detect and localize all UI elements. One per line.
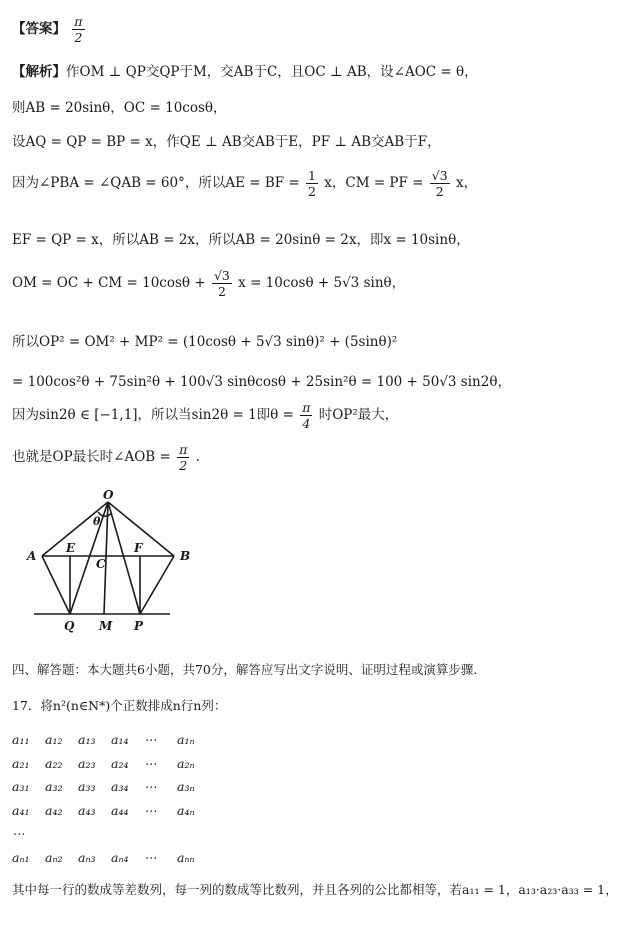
matrix-cell: a₂₄ bbox=[111, 755, 129, 771]
matrix-cell: aₙₙ bbox=[177, 849, 195, 865]
frac-den: 2 bbox=[217, 284, 226, 299]
analysis-line-2: 则AB = 20sinθ，OC = 10cosθ， bbox=[12, 100, 227, 116]
fraction-half bbox=[306, 168, 318, 199]
analysis-text-4b: x，CM = PF = bbox=[324, 175, 424, 191]
analysis-text-4c: x， bbox=[456, 175, 478, 191]
matrix-cell: a₄₁ bbox=[12, 802, 30, 818]
matrix-cell: a₁₂ bbox=[45, 732, 63, 747]
analysis-line-5: EF = QP = x，所以AB = 2x，所以AB = 20sinθ = 2x，即x = 10sinθ， bbox=[12, 232, 470, 248]
matrix-cell: a₂₃ bbox=[78, 755, 96, 771]
problem-intro: 17．将n²(n∈N*)个正数排成n行n列： bbox=[12, 698, 227, 713]
label-P: P bbox=[134, 619, 144, 633]
analysis-line-3: 设AQ = QP = BP = x，作QE ⊥ AB交AB于E，PF ⊥ AB交AB于F， bbox=[12, 134, 441, 150]
matrix-cell: a₃₁ bbox=[12, 779, 30, 794]
analysis-line-9 bbox=[12, 400, 398, 431]
matrix-cell: aₙ₃ bbox=[78, 849, 96, 865]
matrix-cell: ⋯ bbox=[12, 826, 25, 841]
matrix-cell: ⋯ bbox=[144, 732, 157, 747]
segment-AQ bbox=[42, 556, 70, 614]
matrix-cell: a₂₂ bbox=[45, 755, 63, 771]
fraction-pi-half bbox=[177, 442, 189, 473]
section-heading: 四、解答题：本大题共6小题，共70分，解答应写出文字说明、证明过程或演算步骤． bbox=[12, 662, 486, 677]
matrix-cell: a₂₁ bbox=[12, 755, 30, 771]
matrix-cell: a₃₄ bbox=[111, 779, 129, 794]
analysis-text-1: 作OM ⊥ QP交QP于M，交AB于C，且OC ⊥ AB，设∠AOC = θ， bbox=[66, 64, 478, 80]
matrix-row bbox=[12, 756, 210, 780]
answer-num: π bbox=[74, 14, 83, 29]
analysis-text-7a: 所以OP² = OM² + MP² = bbox=[12, 334, 179, 350]
answer-line bbox=[12, 14, 87, 45]
matrix-cell: ⋯ bbox=[144, 849, 157, 865]
matrix-cell: aₙ₂ bbox=[45, 849, 63, 865]
answer-den: 2 bbox=[74, 30, 83, 45]
matrix-cell: a₃₂ bbox=[45, 779, 63, 794]
analysis-line-10 bbox=[12, 442, 200, 473]
analysis-text-10b: . bbox=[195, 449, 200, 465]
analysis-line-7 bbox=[12, 330, 397, 350]
analysis-line-6 bbox=[12, 268, 405, 299]
matrix-cell: a₄₄ bbox=[111, 802, 129, 818]
fraction-root3-half bbox=[430, 168, 450, 199]
answer-label: 【答案】 bbox=[12, 21, 66, 37]
matrix-row bbox=[12, 803, 210, 827]
matrix-cell: a₁₄ bbox=[111, 732, 129, 747]
matrix-row bbox=[12, 732, 210, 756]
frac-num: π bbox=[302, 400, 311, 415]
label-theta: θ bbox=[93, 515, 101, 528]
problem-last-line: 其中每一行的数成等差数列，每一列的数成等比数列，并且各列的公比都相等，若a₁₁ = 1，a₁₃·a₂₃·a₃₃ = 1， bbox=[12, 882, 618, 897]
matrix-row bbox=[12, 826, 210, 850]
analysis-text-6a: OM = OC + CM = 10cosθ + bbox=[12, 275, 206, 291]
label-O: O bbox=[103, 488, 114, 502]
matrix bbox=[12, 732, 210, 873]
matrix-cell: ⋯ bbox=[144, 779, 157, 794]
matrix-row bbox=[12, 779, 210, 803]
matrix-cell: aₙ₄ bbox=[111, 849, 129, 865]
frac-num: 1 bbox=[308, 168, 316, 183]
label-A: A bbox=[27, 549, 37, 563]
geometry-figure bbox=[0, 488, 640, 638]
matrix-cell: a₁ₙ bbox=[177, 732, 195, 747]
segment-BP bbox=[140, 556, 174, 614]
frac-num: √3 bbox=[213, 268, 230, 283]
analysis-text-9b: 时OP²最大， bbox=[318, 407, 399, 423]
analysis-text-6b: x = 10cosθ + 5√3 sinθ， bbox=[238, 275, 406, 291]
fraction-root3-half bbox=[212, 268, 232, 299]
answer-fraction bbox=[72, 14, 84, 45]
analysis-text-7b: (10cosθ + 5√3 sinθ)² + (5sinθ)² bbox=[182, 334, 398, 350]
matrix-cell: a₄ₙ bbox=[177, 802, 195, 818]
matrix-row bbox=[12, 850, 210, 874]
matrix-cell: ⋯ bbox=[144, 755, 157, 771]
matrix-cell: a₃ₙ bbox=[177, 779, 195, 794]
frac-den: 2 bbox=[435, 184, 444, 199]
matrix-cell: ⋯ bbox=[144, 802, 157, 818]
label-M: M bbox=[99, 619, 113, 633]
analysis-text-10a: 也就是OP最长时∠AOB = bbox=[12, 449, 171, 465]
matrix-cell: a₁₃ bbox=[78, 732, 96, 747]
label-F: F bbox=[134, 541, 143, 555]
matrix-cell: a₄₃ bbox=[78, 802, 96, 818]
matrix-cell: a₃₃ bbox=[78, 779, 96, 794]
segment-OP bbox=[108, 502, 140, 614]
analysis-line-8: = 100cos²θ + 75sin²θ + 100√3 sinθcosθ + 25sin²θ = 100 + 50√3 sin2θ， bbox=[12, 374, 511, 390]
matrix-cell: a₂ₙ bbox=[177, 755, 195, 771]
frac-den: 4 bbox=[302, 416, 311, 431]
label-Q: Q bbox=[64, 619, 75, 633]
frac-den: 2 bbox=[179, 458, 188, 473]
frac-den: 2 bbox=[308, 184, 316, 199]
frac-num: √3 bbox=[431, 168, 448, 183]
fraction-pi-quarter bbox=[300, 400, 312, 431]
analysis-line-1 bbox=[12, 60, 478, 80]
matrix-cell: a₁₁ bbox=[12, 732, 30, 747]
matrix-cell: aₙ₁ bbox=[12, 849, 30, 865]
label-C: C bbox=[96, 557, 106, 571]
frac-num: π bbox=[179, 442, 188, 457]
analysis-label: 【解析】 bbox=[12, 64, 66, 80]
analysis-text-4a: 因为∠PBA = ∠QAB = 60°，所以AE = BF = bbox=[12, 175, 300, 191]
matrix-cell: a₄₂ bbox=[45, 802, 63, 818]
label-B: B bbox=[180, 549, 191, 563]
label-E: E bbox=[66, 541, 76, 555]
analysis-text-9a: 因为sin2θ ∈ [−1,1]，所以当sin2θ = 1即θ = bbox=[12, 407, 294, 423]
analysis-line-4 bbox=[12, 168, 477, 199]
